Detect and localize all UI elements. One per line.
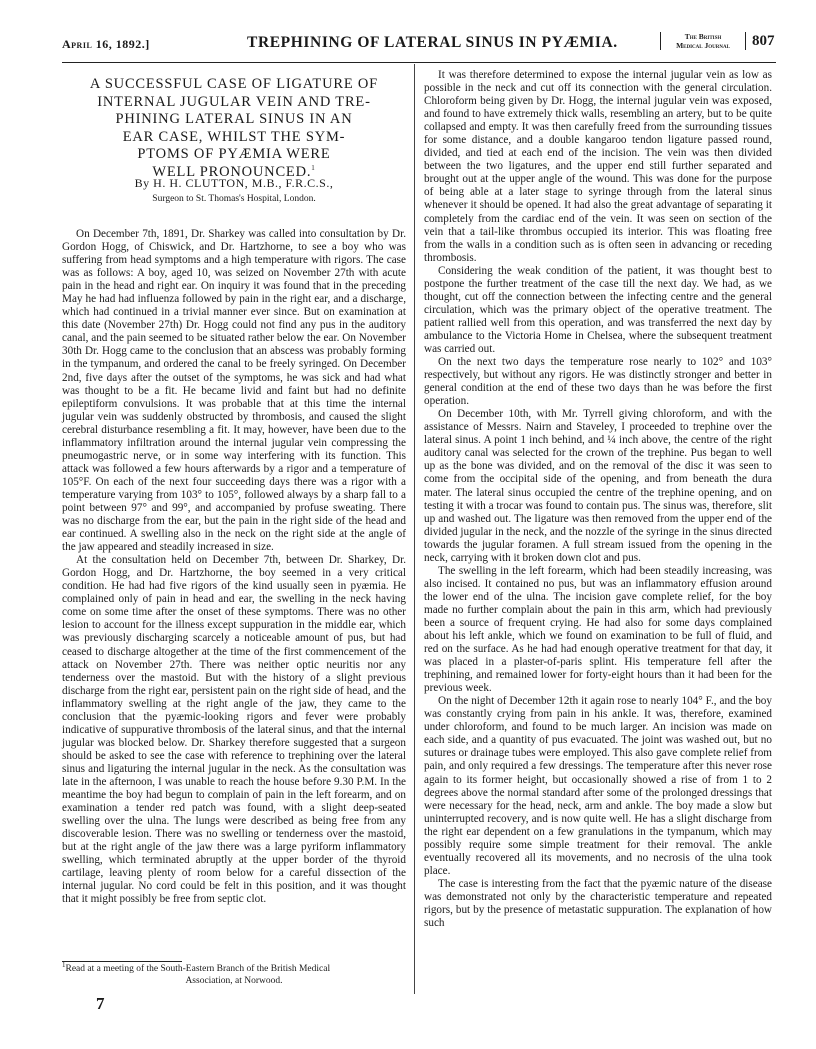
column-divider (414, 64, 415, 994)
signature-mark: 7 (96, 994, 105, 1013)
author-byline: By H. H. CLUTTON, M.B., F.R.C.S., (134, 176, 334, 190)
journal-name-line2: Medical Journal (676, 41, 730, 50)
issue-date: April 16, 1892.] (62, 37, 150, 51)
paragraph: Considering the weak condition of the patient, it was thought best to postpone the further treatment of the case till the next day. We had, as we thought, cut off the connection between the infecting centre and the general circulation, which was the primary object of the operative treatment. The patient rallied well from this operation, and was transferred the next day by ambulance to the Victoria Home in Chelsea, where the subsequent treatment was carried out. (424, 264, 772, 355)
running-title: TREPHINING OF LATERAL SINUS IN PYÆMIA. (247, 34, 618, 51)
footnote (62, 960, 406, 987)
left-column (62, 228, 406, 906)
title-line: PTOMS OF PYÆMIA WERE (137, 146, 331, 163)
footnote-text-line2: Association, at Norwood. (185, 976, 283, 986)
paragraph: It was therefore determined to expose the internal jugular vein as low as possible in the neck and cut off its connection with the general circulation. Chloroform being given by Dr. Hogg, the internal jugular vein was exposed, and found to have extremely thick walls, resembling an artery, but to be quite collapsed and empty. It was then carefully freed from the surrounding tissues for some distance, and a double kangaroo tendon ligature passed round, divided, and tied at each end of the incision. The vein was then divided between the two ligatures, and the upper end still further separated and brought out at the upper angle of the wound. This was done for the purpose of being able at a later stage to syringe through from the lateral sinus whenever it should be opened. It had also the great advantage of separating it completely from the cardiac end of the vein. It was seen on section of the vein that a tail-like thrombus occupied its interior. This was floating free from the walls in a condition such as is often seen in advancing or receding thrombosis. (424, 69, 772, 264)
paragraph: On the night of December 12th it again rose to nearly 104° F., and the boy was constantly crying from pain in his ankle. It was, therefore, examined under chloroform, and found to be much larger. An incision was made on each side, and a quantity of pus evacuated. The joint was washed out, but no sutures or drainage tubes were employed. This also gave complete relief from pain, and only required a few dressings. The temperature after this never rose again to its former height, but occasionally showed a rise of from 1 to 2 degrees above the normal standard after some of the prolonged dressings that were necessary for the head, neck, arm and ankle. The boy made a slow but uninterrupted recovery, and is now quite well. He has a slight discharge from the right ear dependent on a few granulations in the tympanum, which may possibly require some simple treatment for their removal. The ankle eventually recovered all its movements, and no necrosis of the ulna took place. (424, 695, 772, 877)
title-line: EAR CASE, WHILST THE SYM- (122, 128, 346, 145)
journal-name-line1: The British (684, 32, 722, 41)
paragraph: The case is interesting from the fact that the pyæmic nature of the disease was demonstrated not only by the characteristic temperature and repeated rigors, but by the presence of metastatic suppuration. The explanation of how such (424, 877, 772, 930)
author-affiliation: Surgeon to St. Thomas's Hospital, London. (152, 194, 316, 204)
footnote-rule (62, 961, 182, 962)
paragraph: On December 7th, 1891, Dr. Sharkey was called into consultation by Dr. Gordon Hogg, of Chiswick, and Dr. Hartzhorne, to see a boy who was suffering from head symptoms and a high temperature with rigors. The case was as follows: A boy, aged 10, was seized on November 27th with acute pain in the head and right ear. On inquiry it was found that in the preceding May he had had influenza followed by pain in the right ear, and a discharge, which had continued in a trivial manner ever since. But on examination at this date (November 27th) Dr. Hogg could not find any pus in the auditory canal, and the pain seemed to be situated rather below the ear. On November 30th Dr. Hogg came to the conclusion that an abscess was probably forming in the tympanum, and ordered the canal to be freely syringed. On December 2nd, five days after the outset of the symptoms, he was sick and had what was thought to be a fit. He became livid and faint but had no definite epileptiform convulsions. It was probable that at this time the internal jugular vein was suddenly obstructed by thrombosis, and caused the slight cerebral disturbance resembling a fit. It may, however, have been due to the inflammatory infiltration around the internal jugular vein compressing the pneumogastric nerve, or in some way interfering with its function. This attack was followed a few hours afterwards by a rigor and a temperature of 105°F. On each of the next four succeeding days there was a rigor with a temperature varying from 103° to 105°, followed always by a sharp fall to a point between 97° and 99°, and accompanied by profuse sweating. There was no discharge from the ear, but the pain in the right side of the head and ear continued. A swelling also in the neck on the right side at the angle of the jaw appeared and steadily increased in size. (62, 228, 406, 554)
title-line: A SUCCESSFUL CASE OF LIGATURE OF (89, 76, 379, 92)
footnote-marker: 1 (62, 960, 66, 969)
title-line: INTERNAL JUGULAR VEIN AND TRE- (97, 93, 371, 110)
article-title (62, 76, 406, 182)
title-line: PHINING LATERAL SINUS IN AN (115, 111, 353, 128)
footnote-text-line1: Read at a meeting of the South-Eastern Branch of the British Medical (65, 964, 331, 974)
paragraph: On December 10th, with Mr. Tyrrell giving chloroform, and with the assistance of Messrs. Nairn and Staveley, I proceeded to trephine over the lateral sinus. A point 1 inch behind, and ¼ inch above, the centre of the right auditory canal was selected for the crown of the trephine. Pus began to well up as the bone was divided, and on the removal of the disc it was seen to come from the occipital side of the opening, and from beneath the dura mater. The lateral sinus occupied the centre of the trephine opening, and on testing it with a trocar was found to contain pus. The sinus was, therefore, slit up and washed out. The ligature was then removed from the upper end of the divided jugular in the neck, and the nozzle of the syringe in the sinus directed towards the jugular foramen. A full stream issued from the opening in the neck, carrying with it broken down clot and pus. (424, 408, 772, 564)
title-footnote-marker: 1 (311, 164, 316, 173)
running-header (62, 26, 776, 56)
right-column (424, 69, 772, 930)
paragraph: At the consultation held on December 7th, between Dr. Sharkey, Dr. Gordon Hogg, and Dr. Hartzhorne, the boy seemed in a very critical condition. He had had five rigors of the kind usually seen in pyæmia. He complained only of pain in head and ear, the swelling in the neck having come on some time after the onset of these symptoms. There was no other lesion to account for the illness except suppuration in the middle ear, which was previously discharging scarcely a noticeable amount of pus, but had ceased to discharge altogether at the time of the first commencement of the attack on November 27th. There was neither optic neuritis nor any tenderness over the mastoid. But with the history of a slight previous discharge from the right ear, persistent pain on the right side of head, and the inflammatory swelling at the right angle of the jaw, they came to the conclusion that the pyæmic-looking rigors and fever were probably indicative of suppurative thrombosis of the lateral sinus, and that the internal jugular was blocked below. Dr. Sharkey therefore suggested that a surgeon should be asked to see the case with reference to trephining over the lateral sinus and ligaturing the internal jugular in the neck. As the consultation was late in the afternoon, I was unable to reach the house before 9.30 P.M. In the meantime the boy had begun to complain of pain in the left forearm, and on examination a tender red patch was found, with a slight deep-seated swelling over the ulna. The lungs were described as being free from any discoverable lesion. There was no swelling or tenderness over the mastoid, but at the right angle of the jaw there was a large pyriform inflammatory swelling, which terminated abruptly at the upper border of the thyroid cartilage, leaving plenty of room below for a careful dissection of the internal jugular. No cord could be felt in this position, and it was thought that it might possibly be free from septic clot. (62, 554, 406, 906)
paragraph: On the next two days the temperature rose nearly to 102° and 103° respectively, but without any rigors. He was distinctly stronger and better in general condition at the end of these two days than he was before the first operation. (424, 356, 772, 408)
journal-name (660, 32, 746, 50)
page-number: 807 (752, 33, 775, 49)
title-line-text: WELL PRONOUNCED. (152, 163, 312, 180)
header-rule (62, 62, 776, 63)
paragraph: The swelling in the left forearm, which had been steadily increasing, was also incised. It contained no pus, but was an inflammatory effusion around the lower end of the ulna. The incision gave complete relief, for the boy made no further complain about the pain in this arm, which had previously been a source of frequent crying. He had also for some days complained about his left ankle, which we found on examination to be full of fluid, and red on the surface. As he had had enough operative treatment for that day, it was placed in a plaster-of-paris splint. His temperature fell after the trephining, and remained lower for forty-eight hours than it had been for the previous week. (424, 564, 772, 695)
